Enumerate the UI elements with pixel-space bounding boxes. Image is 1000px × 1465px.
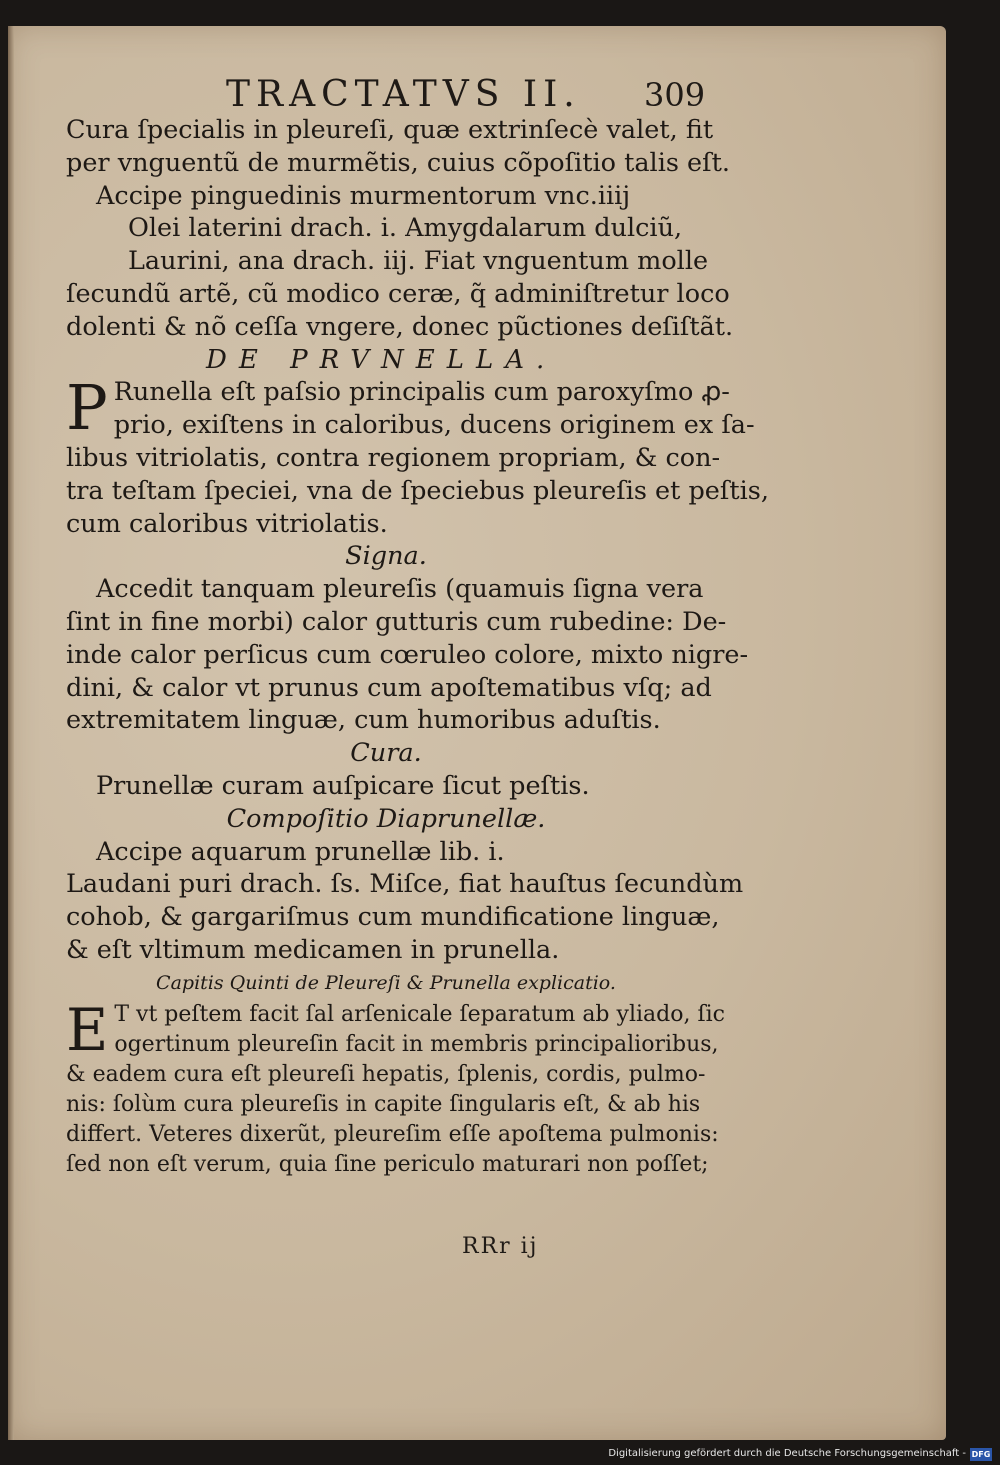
text-line: dolenti & nõ ceſſa vngere, donec pũctiones deſiſtãt. — [66, 311, 734, 342]
text-line: cum caloribus vitriolatis. — [66, 508, 388, 539]
text-line: ſecundũ artẽ, cũ modico ceræ, q̃ adminiſtretur loco — [66, 278, 730, 309]
text-line: dini, & calor vt prunus cum apoſtematibus vſq; ad — [66, 672, 712, 703]
text-line: Prunellæ curam auſpicare ſicut peſtis. — [96, 770, 590, 801]
text-line: ſed non eſt verum, quia ſine periculo maturari non poſſet; — [66, 1151, 709, 1177]
text-line: & eadem cura eſt pleureſi hepatis, ſplenis, cordis, pulmo- — [66, 1061, 706, 1087]
text-line: Laudani puri drach. ſs. Miſce, fiat hauſtus ſecundùm — [66, 869, 744, 900]
paragraph-explicatio — [66, 995, 725, 1180]
text-line: Runella eſt paſsio principalis cum paroxyſmo ꝓ- — [113, 377, 730, 408]
text-line: differt. Veteres dixerũt, pleureſim eſſe apoſtema pulmonis: — [66, 1121, 719, 1147]
paragraph-definition — [66, 371, 769, 540]
signature-mark: RRr ij — [462, 1234, 539, 1259]
text-line: ſint in fine morbi) calor gutturis cum rubedine: De- — [66, 606, 727, 637]
text-line: libus vitriolatis, contra regionem propriam, & con- — [66, 442, 721, 473]
page-text — [66, 114, 769, 1180]
dfg-logo: DFG — [971, 1450, 991, 1459]
text-line: extremitatem linguæ, cum humoribus aduſtis. — [66, 705, 661, 736]
drop-cap: P — [66, 371, 108, 445]
text-line: Accedit tanquam pleureſis (quamuis ſigna vera — [96, 574, 704, 605]
text-line: Accipe aquarum prunellæ lib. i. — [96, 836, 505, 867]
text-line: prio, exiſtens in caloribus, ducens originem ex ſa- — [113, 410, 755, 441]
section-heading-prunella: DE PRVNELLA. — [206, 344, 557, 375]
text-line: & eſt vltimum medicamen in prunella. — [66, 934, 560, 965]
section-heading-signa: Signa. — [345, 541, 427, 572]
text-line: Laurini, ana drach. iij. Fiat vnguentum molle — [128, 246, 709, 277]
text-line: tra teſtam ſpeciei, vna de ſpeciebus pleureſis et peſtis, — [66, 475, 769, 506]
page-number: 309 — [644, 76, 706, 114]
text-line: Cura ſpecialis in pleureſi, quæ extrinſecè valet, fit — [66, 115, 714, 145]
text-line: Olei laterini drach. i. Amygdalarum dulciũ, — [128, 213, 683, 244]
text-line: per vnguentũ de murmẽtis, cuius cõpoſitio talis eſt. — [66, 147, 730, 178]
text-line: nis: ſolùm cura pleureſis in capite ſingularis eſt, & ab his — [66, 1091, 701, 1117]
text-line: inde calor perſicus cum cœruleo colore, mixto nigre- — [66, 639, 749, 670]
funding-credit: Digitalisierung gefördert durch die Deutsche Forschungsgemeinschaft - — [608, 1448, 966, 1459]
book-page — [8, 26, 946, 1440]
text-line: Accipe pinguedinis murmentorum vnc.iiij — [96, 180, 631, 211]
section-heading-explicatio: Capitis Quinti de Pleureſi & Prunella explicatio. — [156, 971, 616, 994]
section-heading-cura: Cura. — [350, 738, 422, 769]
text-line: T vt peſtem facit ſal arſenicale ſeparatum ab yliado, ſic — [114, 1001, 725, 1027]
drop-cap: E — [66, 995, 109, 1064]
text-line: ogertinum pleureſin facit in membris principalioribus, — [114, 1031, 719, 1057]
page-edge — [8, 26, 14, 1440]
text-line: cohob, & gargariſmus cum mundificatione linguæ, — [66, 902, 720, 933]
section-heading-compositio: Compoſitio Diaprunellæ. — [226, 803, 546, 834]
running-title: TRACTATVS II. — [226, 74, 581, 115]
